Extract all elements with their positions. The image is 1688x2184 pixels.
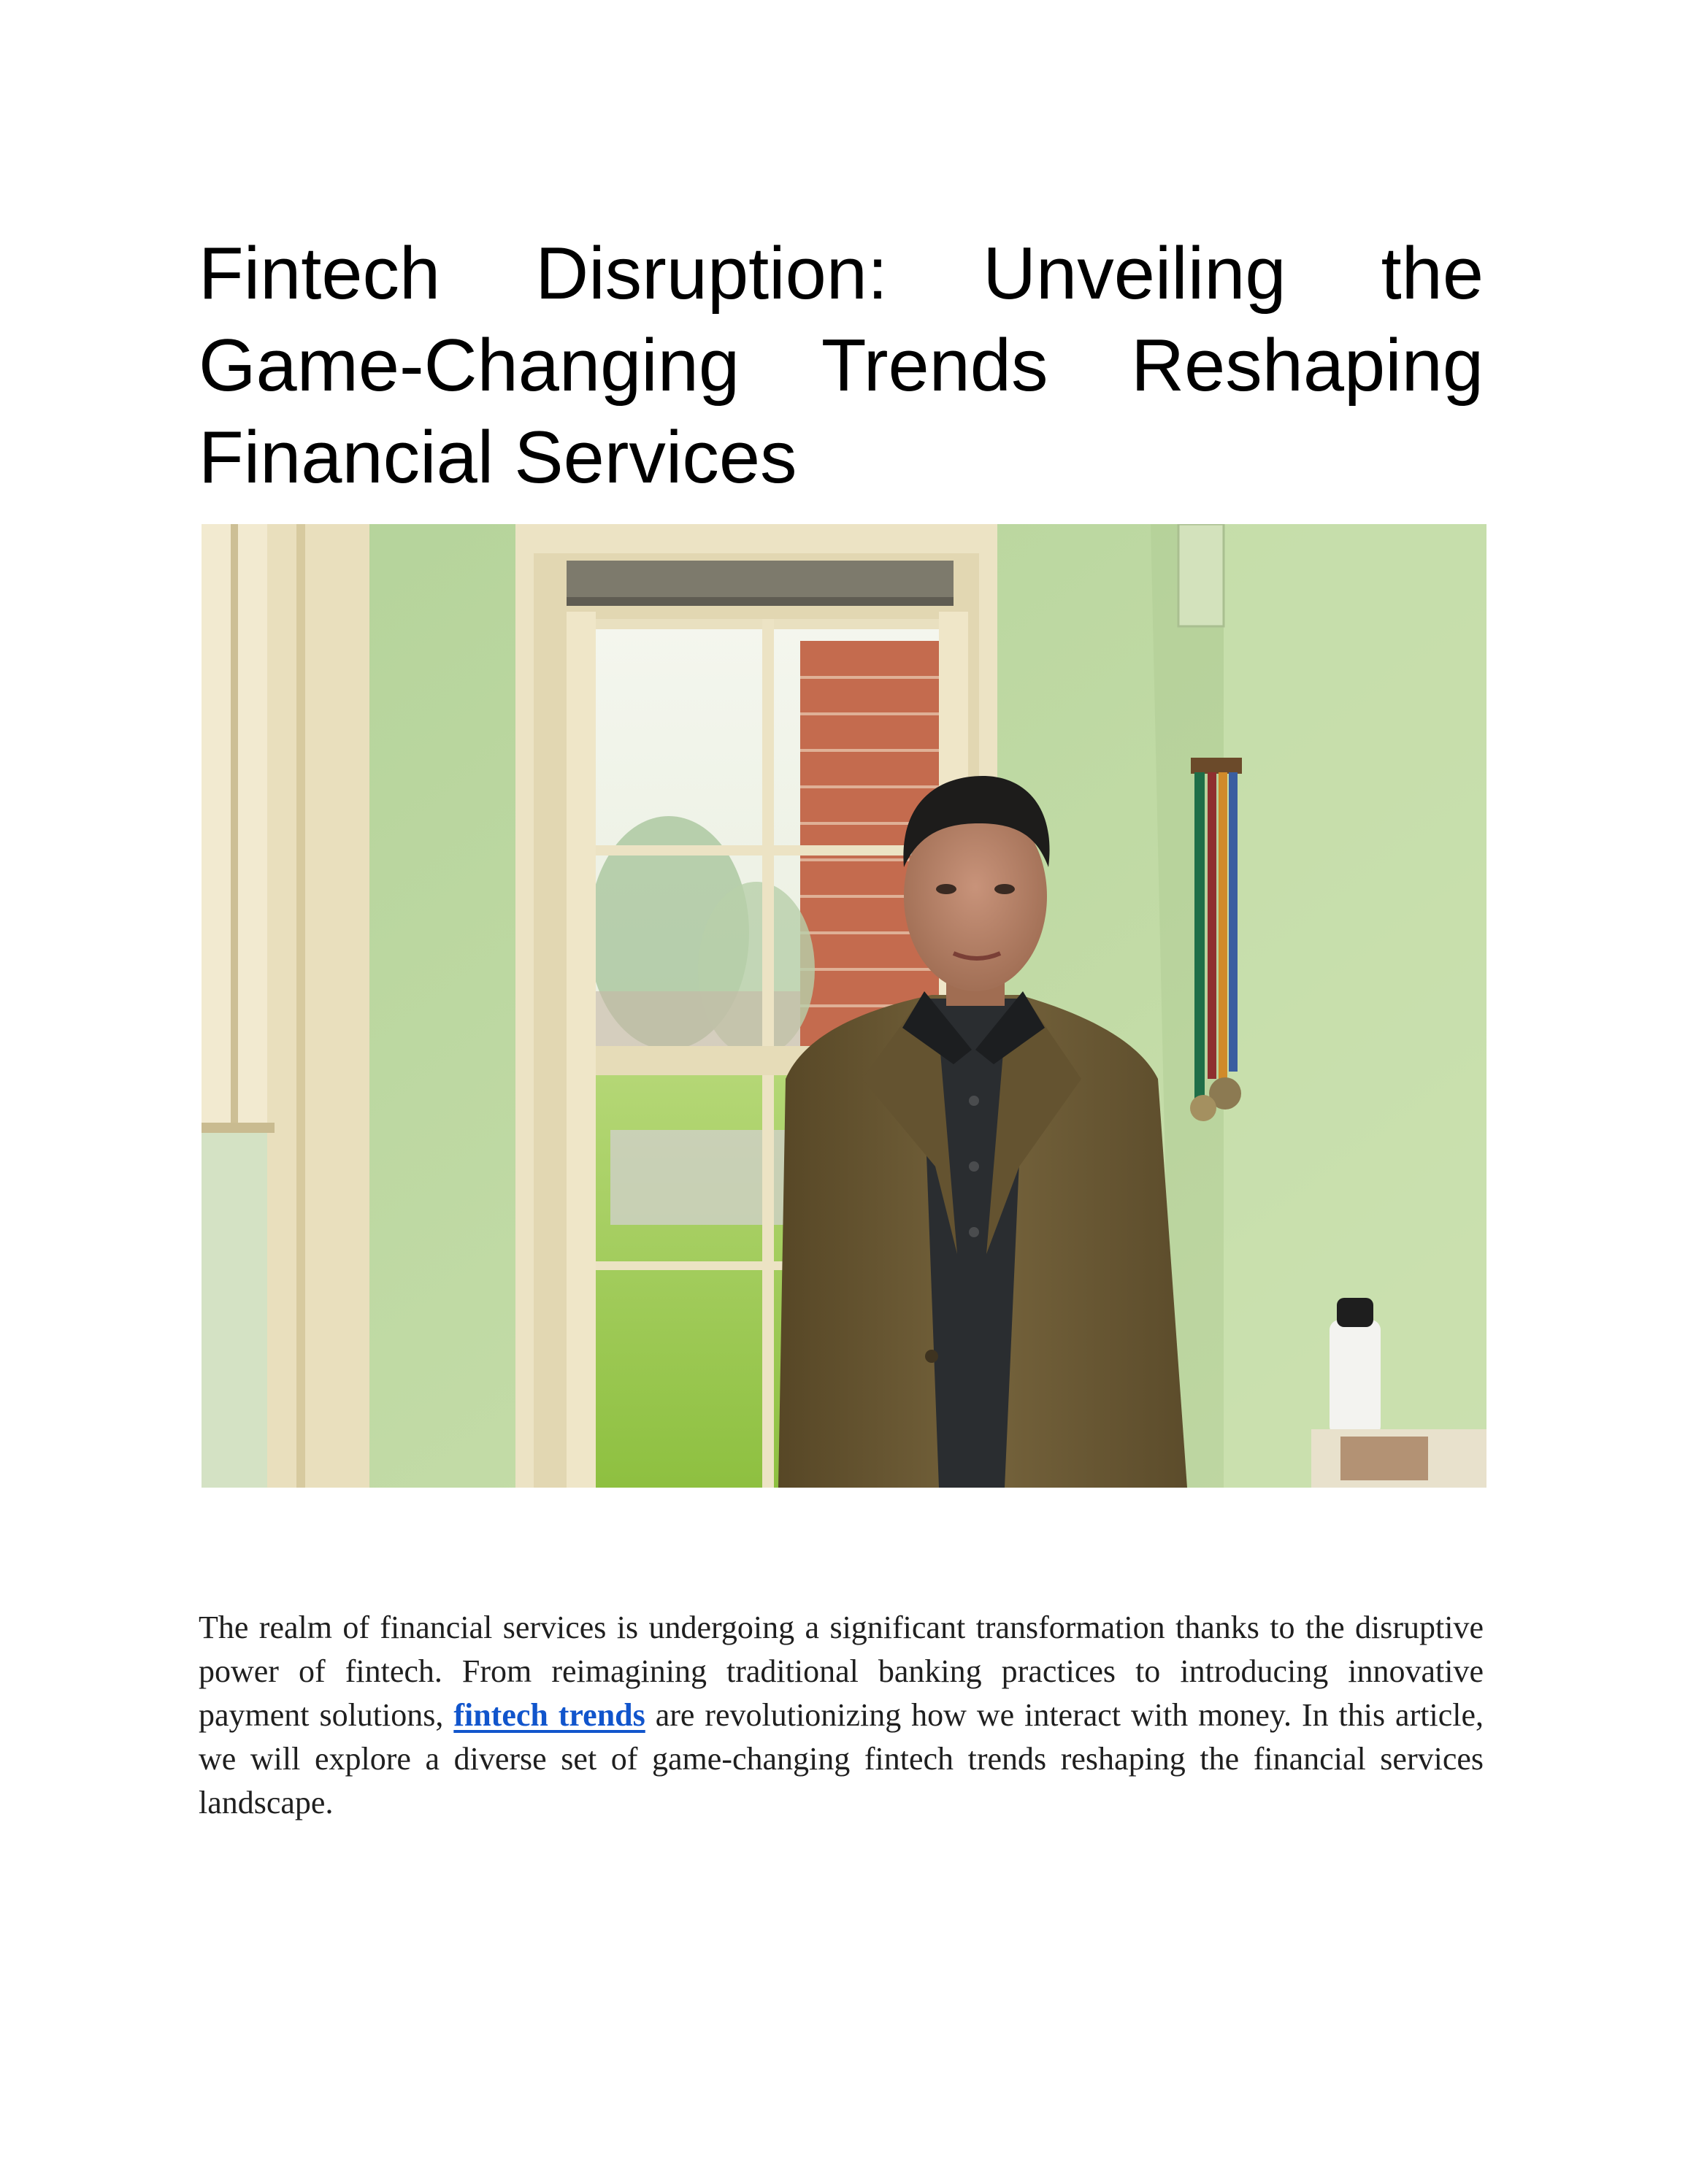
hero-image — [202, 524, 1486, 1488]
intro-text-before-link: The realm of financial services is undergoing a significant transformation thanks to the disruptive power of fintech. From reimagining traditional banking practices to introducing innovative payment solutions, — [199, 1610, 1484, 1733]
article-title: Fintech Disruption: Unveiling the Game-Changing Trends Reshaping Financial Services — [199, 233, 1484, 499]
photo-icon — [202, 524, 1486, 1488]
intro-text-after-link: are revolutionizing how we interact with money. In this article, we will explore a diverse set of game-changing fintech trends reshaping the financial services landscape. — [199, 1697, 1484, 1820]
intro-paragraph — [199, 1606, 1484, 1825]
fintech-trends-link[interactable]: fintech trends — [453, 1697, 645, 1733]
